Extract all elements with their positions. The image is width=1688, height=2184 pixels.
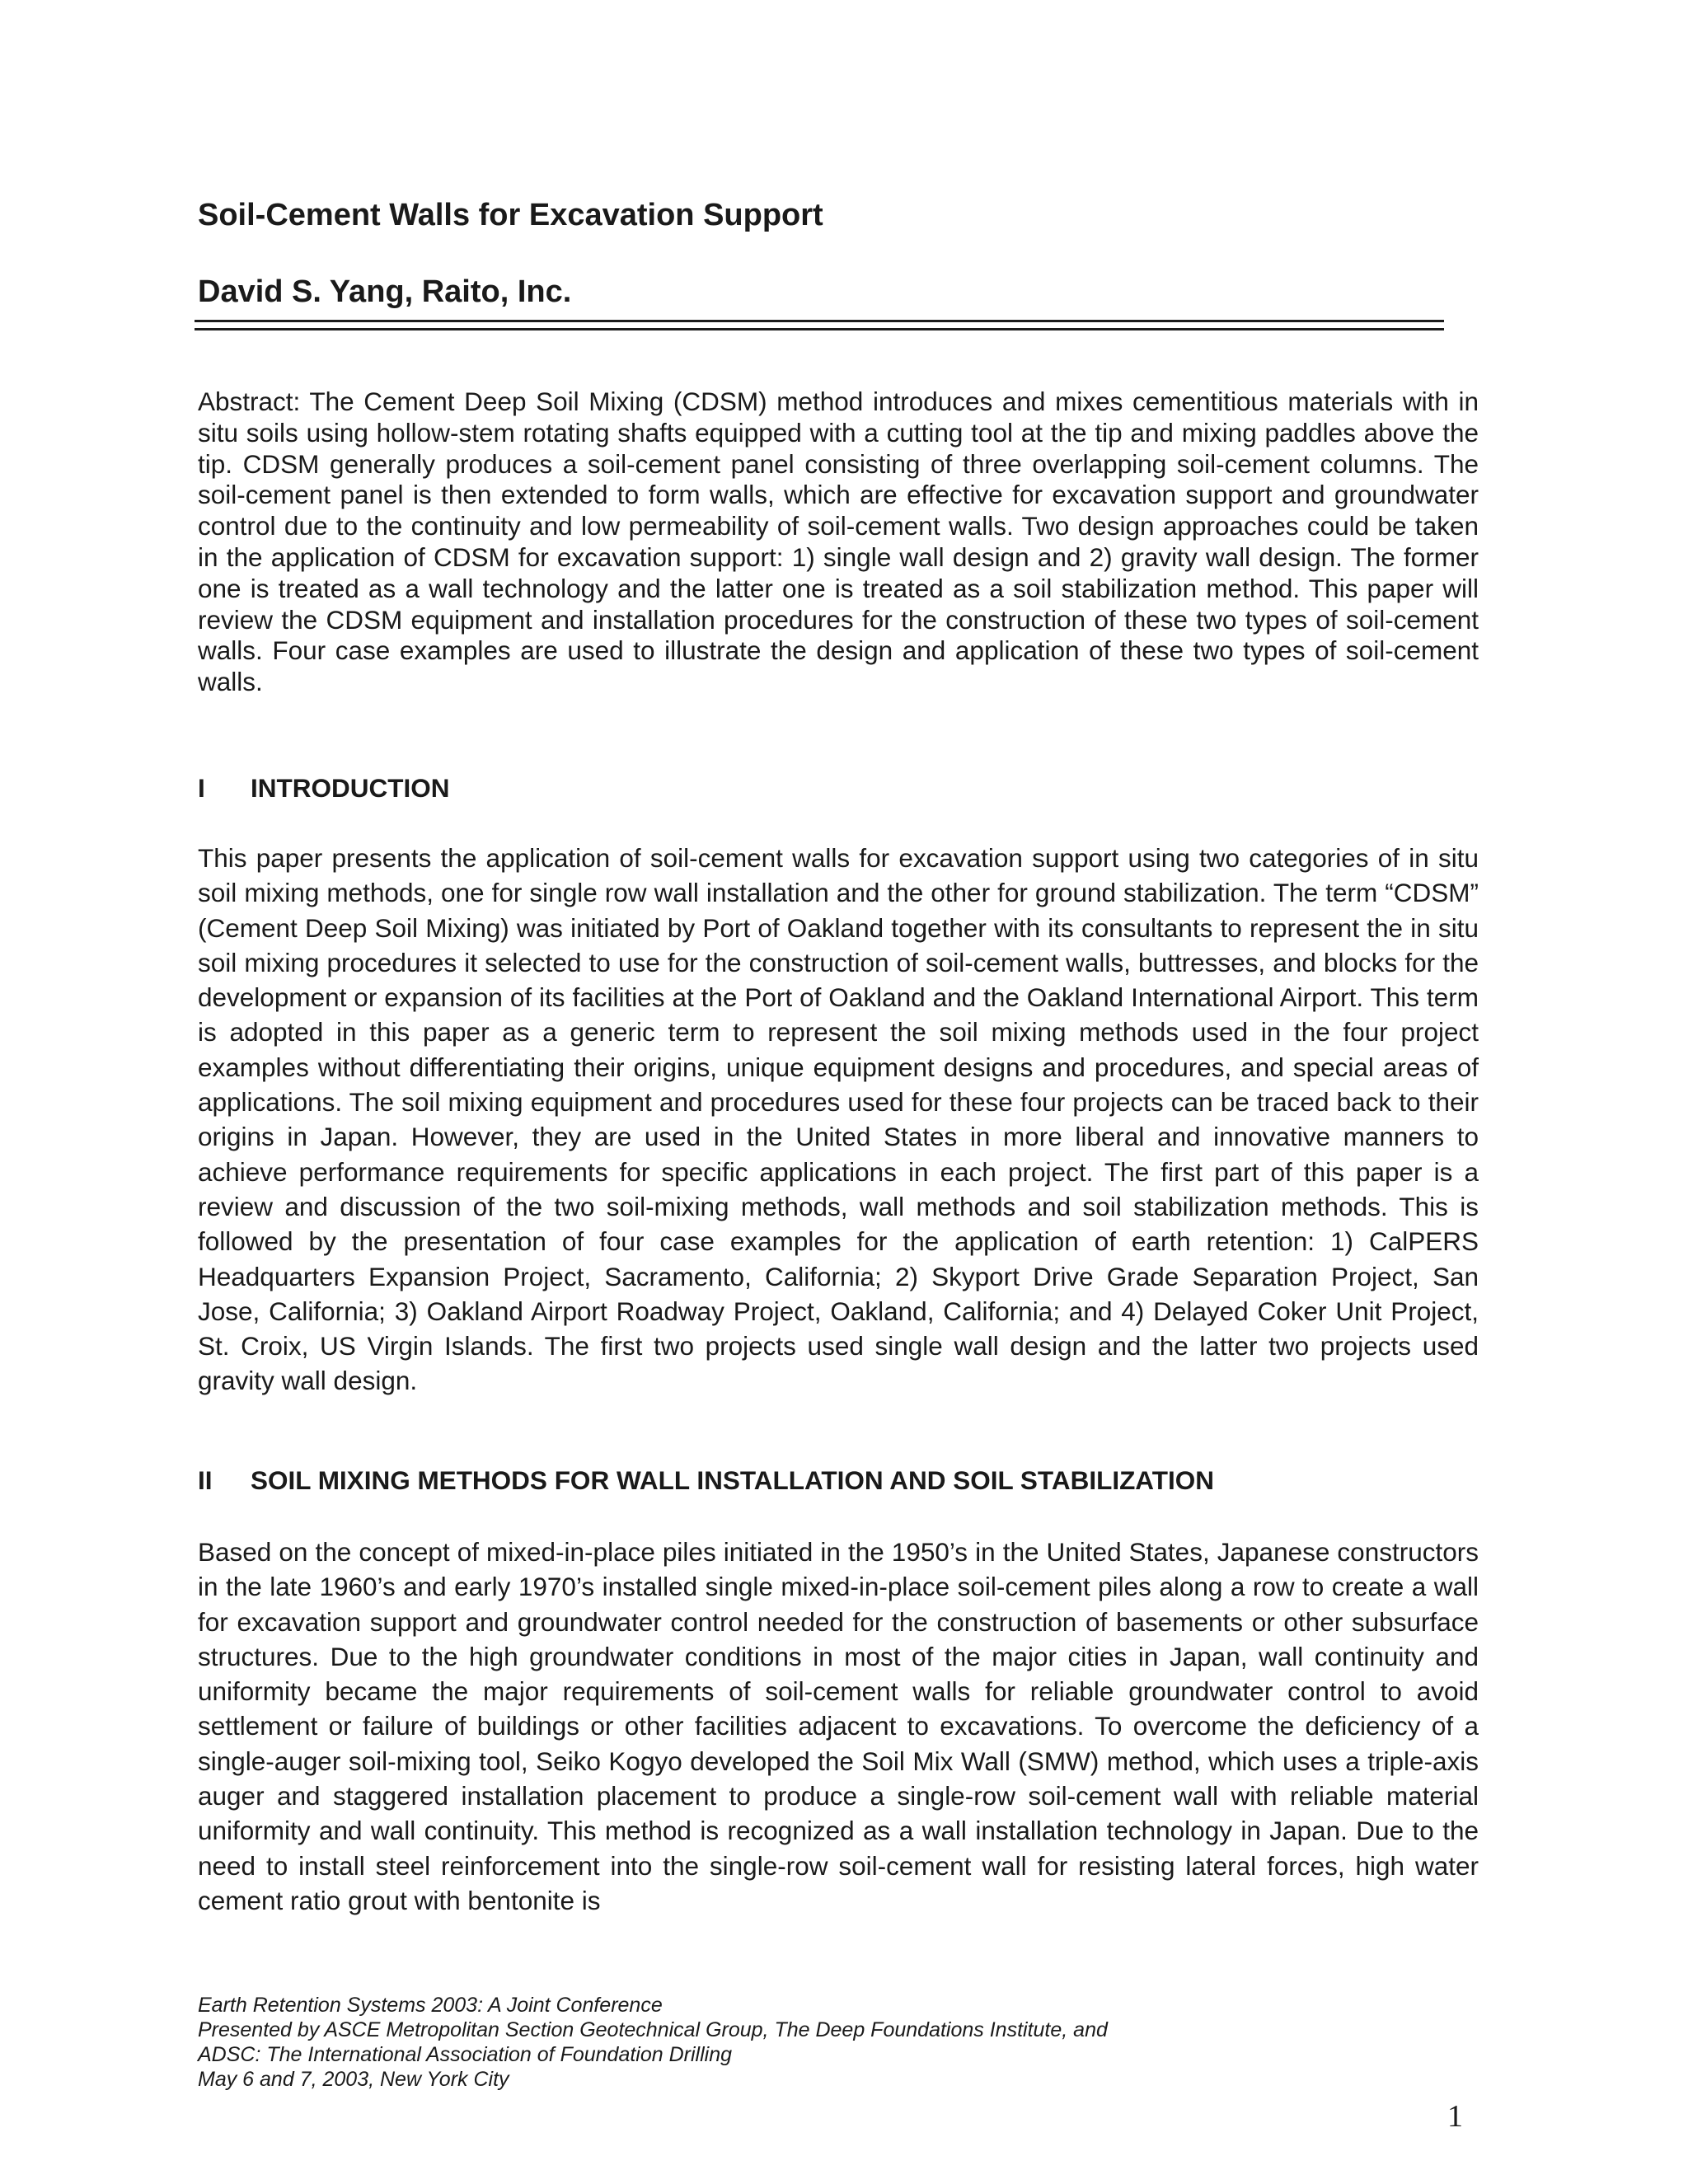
footer-line: Presented by ASCE Metropolitan Section Geotechnical Group, The Deep Foundations Institute, and xyxy=(198,2018,1108,2041)
section-heading-soil-mixing-methods xyxy=(198,1465,1214,1496)
paper-title: Soil-Cement Walls for Excavation Support xyxy=(198,198,823,232)
section-title: INTRODUCTION xyxy=(251,773,450,803)
section-heading-introduction xyxy=(198,773,449,804)
section-number: II xyxy=(198,1465,213,1495)
page-number: 1 xyxy=(1447,2099,1463,2134)
footer-line: May 6 and 7, 2003, New York City xyxy=(198,2068,509,2091)
title-divider-bottom xyxy=(195,328,1444,330)
section-number: I xyxy=(198,773,205,803)
conference-footer xyxy=(198,1993,1108,2092)
section-title: SOIL MIXING METHODS FOR WALL INSTALLATION AND SOIL STABILIZATION xyxy=(251,1465,1214,1495)
footer-line: Earth Retention Systems 2003: A Joint Conference xyxy=(198,1994,663,2017)
introduction-paragraph: This paper presents the application of soil-cement walls for excavation support using two categories of in situ soil mixing methods, one for single row wall installation and the other for ground stabilization. The term “CDSM” (Cement Deep Soil Mixing) was initiated by Port of Oakland together with its consultants to represent the in situ soil mixing procedures it selected to use for the construction of soil-cement walls, buttresses, and blocks for the development or expansion of its facilities at the Port of Oakland and the Oakland International Airport. This term is adopted in this paper as a generic term to represent the soil mixing methods used in the four project examples without differentiating their origins, unique equipment designs and procedures, and special areas of applications. The soil mixing equipment and procedures used for these four projects can be traced back to their origins in Japan. However, they are used in the United States in more liberal and innovative manners to achieve performance requirements for specific applications in each project. The first part of this paper is a review and discussion of the two soil-mixing methods, wall methods and soil stabilization methods. This is followed by the presentation of four case examples for the application of earth retention: 1) CalPERS Headquarters Expansion Project, Sacramento, California; 2) Skyport Drive Grade Separation Project, San Jose, California; 3) Oakland Airport Roadway Project, Oakland, California; and 4) Delayed Coker Unit Project, St. Croix, US Virgin Islands. The first two projects used single wall design and the latter two projects used gravity wall design. xyxy=(198,843,1479,1396)
title-divider-top xyxy=(195,320,1444,322)
author-line: David S. Yang, Raito, Inc. xyxy=(198,274,572,309)
footer-line: ADSC: The International Association of Foundation Drilling xyxy=(198,2043,733,2066)
soil-mixing-methods-paragraph: Based on the concept of mixed-in-place piles initiated in the 1950’s in the United States, Japanese constructors in the late 1960’s and early 1970’s installed single mixed-in-place soil-cement piles along a row to create a wall for excavation support and groundwater control needed for the construction of basements or other subsurface structures. Due to the high groundwater conditions in most of the major cities in Japan, wall continuity and uniformity became the major requirements of soil-cement walls for reliable groundwater control to avoid settlement or failure of buildings or other facilities adjacent to excavations. To overcome the deficiency of a single-auger soil-mixing tool, Seiko Kogyo developed the Soil Mix Wall (SMW) method, which uses a triple-axis auger and staggered installation placement to produce a single-row soil-cement wall with reliable material uniformity and wall continuity. This method is recognized as a wall installation technology in Japan. Due to the need to install steel reinforcement into the single-row soil-cement wall for resisting lateral forces, high water cement ratio grout with bentonite is xyxy=(198,1537,1479,1915)
abstract-paragraph: Abstract: The Cement Deep Soil Mixing (CDSM) method introduces and mixes cementitious materials with in situ soils using hollow-stem rotating shafts equipped with a cutting tool at the tip and mixing paddles above the tip. CDSM generally produces a soil-cement panel consisting of three overlapping soil-cement columns. The soil-cement panel is then extended to form walls, which are effective for excavation support and groundwater control due to the continuity and low permeability of soil-cement walls. Two design approaches could be taken in the application of CDSM for excavation support: 1) single wall design and 2) gravity wall design. The former one is treated as a wall technology and the latter one is treated as a soil stabilization method. This paper will review the CDSM equipment and installation procedures for the construction of these two types of soil-cement walls. Four case examples are used to illustrate the design and application of these two types of soil-cement walls. xyxy=(198,387,1479,697)
